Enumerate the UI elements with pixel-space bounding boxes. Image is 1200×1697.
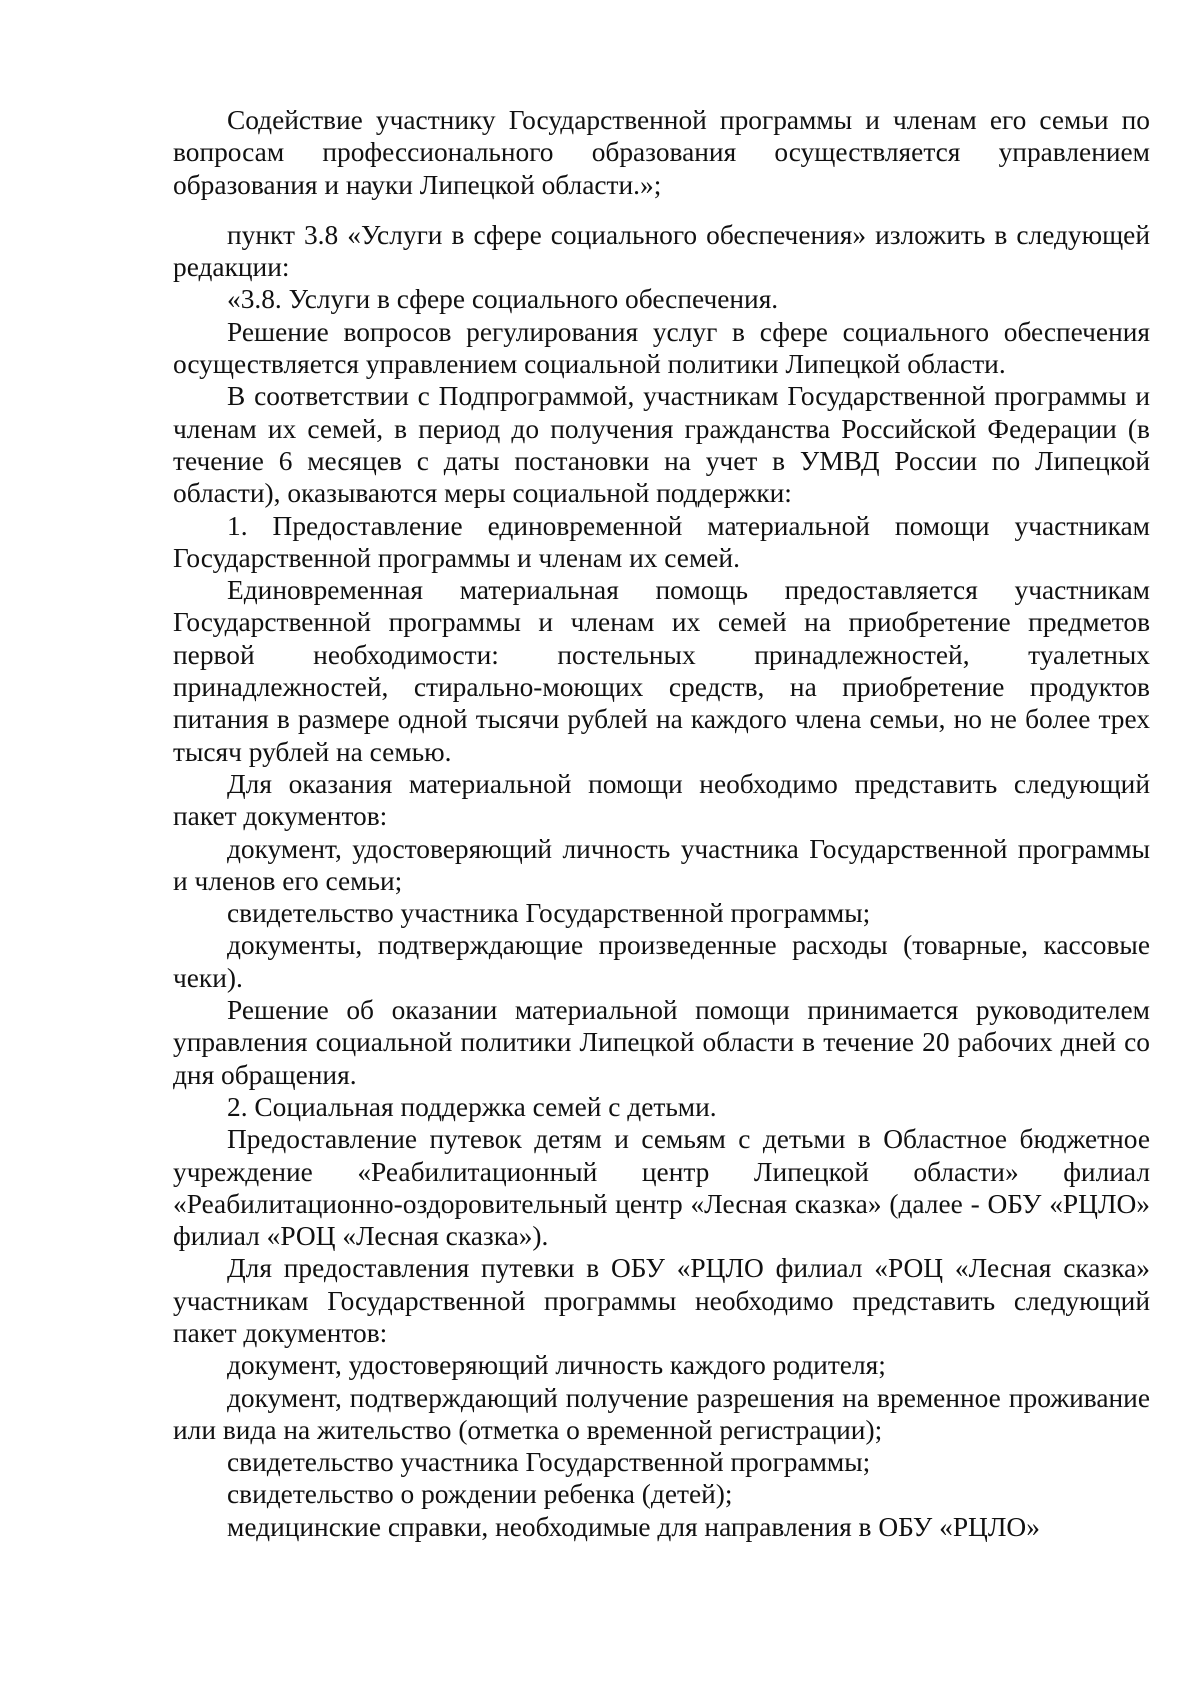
paragraph-aid-decision: Решение об оказании материальной помощи принимается руководителем управления социальной политики Липецкой области в течение 20 рабочих дней со дня обращения. <box>173 995 1150 1090</box>
paragraph-doc-identity: документ, удостоверяющий личность участника Государственной программы и членов его семьи; <box>173 833 1150 896</box>
paragraph-doc-participant-certificate: свидетельство участника Государственной программы; <box>227 898 871 929</box>
paragraph-voucher-documents-intro: Для предоставления путевки в ОБУ «РЦЛО филиал «РОЦ «Лесная сказка» участникам Государственной программы необходимо представить следующий пакет документов: <box>173 1253 1150 1348</box>
paragraph-doc-residence-permit: документ, подтверждающий получение разрешения на временное проживание или вида на жительство (отметка о временной регистрации); <box>173 1382 1150 1445</box>
paragraph-doc-participant-certificate-2: свидетельство участника Государственной программы; <box>227 1447 871 1478</box>
paragraph-section-3-8-heading: «3.8. Услуги в сфере социального обеспечения. <box>227 284 779 315</box>
paragraph-doc-expense-proof: документы, подтверждающие произведенные расходы (товарные, кассовые чеки). <box>173 930 1150 993</box>
paragraph-regulation-decision: Решение вопросов регулирования услуг в сфере социального обеспечения осуществляется управлением социальной политики Липецкой области. <box>173 316 1150 380</box>
paragraph-amend-clause-3-8: пункт 3.8 «Услуги в сфере социального обеспечения» изложить в следующей редакции: <box>173 219 1150 283</box>
paragraph-doc-birth-certificate: свидетельство о рождении ребенка (детей); <box>227 1479 733 1510</box>
paragraph-education-assistance: Содействие участнику Государственной программы и членам его семьи по вопросам профессионального образования осуществляется управлением образования и науки Липецкой области.»; <box>173 105 1150 200</box>
paragraph-one-time-aid-details: Единовременная материальная помощь предоставляется участникам Государственной программы и членам их семей на приобретение предметов первой необходимости: постельных принадлежностей, туалетных принадлежностей, стирально-моющих средств, на приобретение продуктов питания в размере одной тысячи рублей на каждого члена семьи, но не более трех тысяч рублей на семью. <box>173 575 1150 767</box>
paragraph-doc-parent-identity: документ, удостоверяющий личность каждого родителя; <box>227 1350 886 1381</box>
paragraph-support-measures-intro: В соответствии с Подпрограммой, участникам Государственной программы и членам их семей, в период до получения гражданства Российской Федерации (в течение 6 месяцев с даты постановки на учет в УМВД России по Липецкой области), оказываются меры социальной поддержки: <box>173 381 1150 509</box>
paragraph-vouchers: Предоставление путевок детям и семьям с детьми в Областное бюджетное учреждение «Реабилитационный центр Липецкой области» филиал «Реабилитационно-оздоровительный центр «Лесная сказка» (далее - ОБУ «РЦЛО» филиал «РОЦ «Лесная сказка»). <box>173 1124 1150 1252</box>
paragraph-item-1-one-time-aid: 1. Предоставление единовременной материальной помощи участникам Государственной программы и членам их семей. <box>173 510 1150 573</box>
paragraph-item-2-family-support: 2. Социальная поддержка семей с детьми. <box>227 1091 717 1122</box>
paragraph-doc-medical-certificates: медицинские справки, необходимые для направления в ОБУ «РЦЛО» <box>227 1511 1040 1542</box>
document-page <box>173 104 1150 1543</box>
paragraph-aid-documents-intro: Для оказания материальной помощи необходимо представить следующий пакет документов: <box>173 768 1150 832</box>
